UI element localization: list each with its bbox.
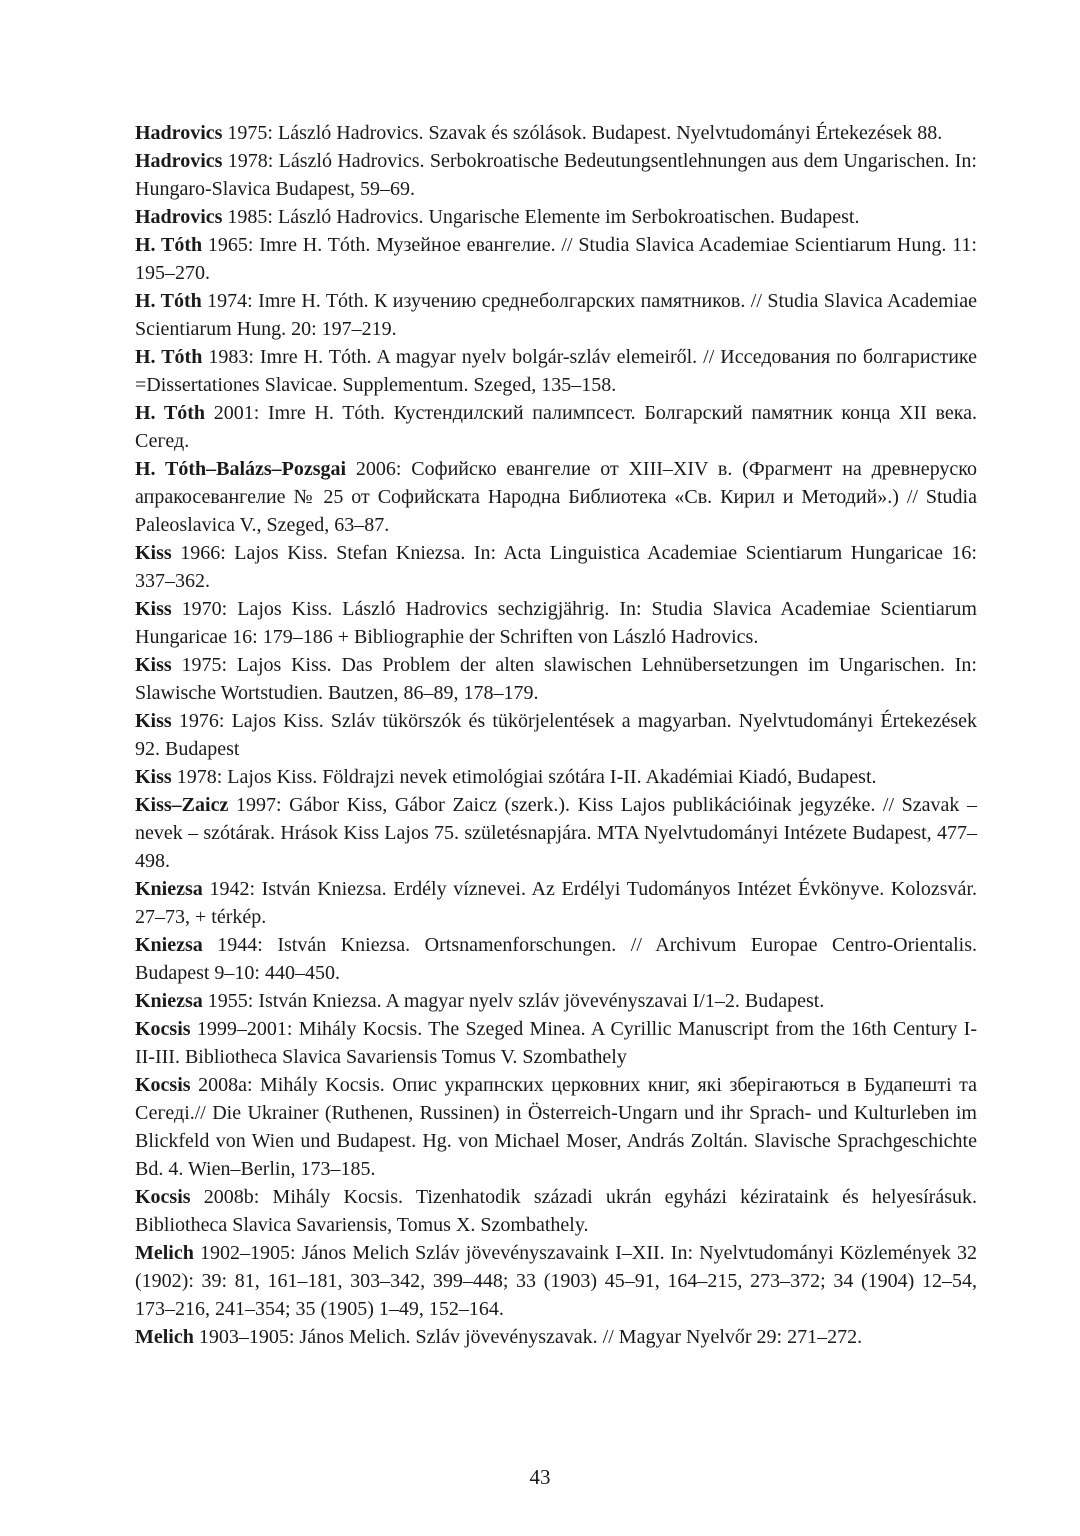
entry-author: Kocsis <box>135 1074 191 1096</box>
bibliography-entry <box>135 1071 977 1183</box>
bibliography-entry <box>135 455 977 539</box>
entry-author: Kocsis <box>135 1018 191 1040</box>
entry-text: 2008b: Mihály Kocsis. Tizenhatodik századi ukrán egyházi kézirataink és helyesírásuk. Bibliotheca Slavica Savariensis, Tomus X. Szombathely. <box>135 1186 977 1236</box>
entry-text: 1902–1905: János Melich Szláv jövevényszavaink I–XII. In: Nyelvtudományi Közlemények 32 (1902): 39: 81, 161–181, 303–342, 399–448; 33 (1903) 45–91, 164–215, 273–372; 34 (1904) 12–54, 173–216, 241–354; 35 (1905) 1–49, 152–164. <box>135 1242 977 1320</box>
entry-text: 1978: László Hadrovics. Serbokroatische Bedeutungsentlehnungen aus dem Ungarischen. In: Hungaro-Slavica Budapest, 59–69. <box>135 150 977 200</box>
bibliography-entry <box>135 539 977 595</box>
entry-author: Melich <box>135 1242 194 1264</box>
entry-text: 1978: Lajos Kiss. Földrajzi nevek etimológiai szótára I-II. Akadémiai Kiadó, Budapest. <box>171 766 877 788</box>
entry-author: Kiss <box>135 766 172 788</box>
entry-author: Hadrovics <box>135 206 223 228</box>
bibliography-entry <box>135 147 977 203</box>
bibliography-entry <box>135 231 977 287</box>
entry-text: 1975: László Hadrovics. Szavak és szólások. Budapest. Nyelvtudományi Értekezések 88. <box>222 122 943 144</box>
bibliography-entry <box>135 763 977 791</box>
entry-author: Kiss–Zaicz <box>135 794 229 816</box>
bibliography-entry <box>135 119 977 147</box>
entry-author: H. Tóth <box>135 402 206 424</box>
bibliography-entry <box>135 875 977 931</box>
entry-text: 1966: Lajos Kiss. Stefan Kniezsa. In: Acta Linguistica Academiae Scientiarum Hungaricae 16: 337–362. <box>135 542 977 592</box>
entry-author: Kniezsa <box>135 878 203 900</box>
bibliography-entry <box>135 287 977 343</box>
entry-text: 1955: István Kniezsa. A magyar nyelv szláv jövevényszavai I/1–2. Budapest. <box>202 990 825 1012</box>
entry-author: Hadrovics <box>135 122 223 144</box>
bibliography-entry <box>135 707 977 763</box>
bibliography-entry <box>135 1239 977 1323</box>
bibliography-list <box>135 119 977 1351</box>
bibliography-entry <box>135 651 977 707</box>
entry-author: H. Tóth–Balázs–Pozsgai <box>135 458 347 480</box>
page-number: 43 <box>529 1465 551 1489</box>
bibliography-entry <box>135 791 977 875</box>
entry-text: 1983: Imre H. Tóth. A magyar nyelv bolgár-szláv elemeiről. // Исседования по болгаристике =Dissertationes Slavicae. Supplementum. Szeged, 135–158. <box>135 346 977 396</box>
entry-author: Kiss <box>135 710 172 732</box>
entry-author: Kniezsa <box>135 934 203 956</box>
bibliography-entry <box>135 203 977 231</box>
entry-author: Kiss <box>135 542 172 564</box>
entry-text: 1999–2001: Mihály Kocsis. The Szeged Minea. A Cyrillic Manuscript from the 16th Century I-II-III. Bibliotheca Slavica Savariensis Tomus V. Szombathely <box>135 1018 977 1068</box>
entry-author: H. Tóth <box>135 290 202 312</box>
entry-text: 1974: Imre H. Tóth. К изучению среднеболгарских памятников. // Studia Slavica Academiae Scientiarum Hung. 20: 197–219. <box>135 290 977 340</box>
bibliography-entry <box>135 1015 977 1071</box>
entry-author: Kiss <box>135 598 172 620</box>
entry-author: Kiss <box>135 654 172 676</box>
entry-author: Melich <box>135 1326 194 1348</box>
entry-author: Kniezsa <box>135 990 203 1012</box>
entry-text: 2008a: Mihály Kocsis. Опис укрaпнских церковних книг, які зберігаються в Будапешті та Сегеді.// Die Ukrainer (Ruthenen, Russinen) in Österreich-Ungarn und ihr Sprach- und Kulturleben im Blickfeld von Wien und Budapest. Hg. von Michael Moser, András Zoltán. Slavische Sprachgeschichte Bd. 4. Wien–Berlin, 173–185. <box>135 1074 977 1180</box>
entry-author: H. Tóth <box>135 234 203 256</box>
entry-text: 1903–1905: János Melich. Szláv jövevényszavak. // Magyar Nyelvőr 29: 271–272. <box>193 1326 863 1348</box>
entry-author: Hadrovics <box>135 150 223 172</box>
entry-text: 1970: Lajos Kiss. László Hadrovics sechzigjährig. In: Studia Slavica Academiae Scientiarum Hungaricae 16: 179–186 + Bibliographie der Schriften von László Hadrovics. <box>135 598 977 648</box>
bibliography-entry <box>135 987 977 1015</box>
bibliography-entry <box>135 931 977 987</box>
entry-text: 1976: Lajos Kiss. Szláv tükörszók és tükörjelentések a magyarban. Nyelvtudományi Értekezések 92. Budapest <box>135 710 977 760</box>
bibliography-entry <box>135 343 977 399</box>
entry-text: 1997: Gábor Kiss, Gábor Zaicz (szerk.). Kiss Lajos publikációinak jegyzéke. // Szavak – nevek – szótárak. Hrások Kiss Lajos 75. születésnapjára. MTA Nyelvtudományi Intézete Budapest, 477–498. <box>135 794 977 872</box>
bibliography-entry <box>135 399 977 455</box>
bibliography-entry <box>135 1323 977 1351</box>
entry-author: H. Tóth <box>135 346 203 368</box>
bibliography-entry <box>135 1183 977 1239</box>
entry-author: Kocsis <box>135 1186 191 1208</box>
entry-text: 1965: Imre H. Tóth. Музейное евангелие. // Studia Slavica Academiae Scientiarum Hung. 11: 195–270. <box>135 234 977 284</box>
entry-text: 2001: Imre H. Tóth. Кустендилский палимпсест. Болгарский памятник конца XII века. Сегед. <box>135 402 977 452</box>
entry-text: 1942: István Kniezsa. Erdély víznevei. Az Erdélyi Tudományos Intézet Évkönyve. Kolozsvár. 27–73, + térkép. <box>135 878 977 928</box>
entry-text: 1985: László Hadrovics. Ungarische Elemente im Serbokroatischen. Budapest. <box>222 206 860 228</box>
bibliography-entry <box>135 595 977 651</box>
entry-text: 1975: Lajos Kiss. Das Problem der alten slawischen Lehnübersetzungen im Ungarischen. In: Slawische Wortstudien. Bautzen, 86–89, 178–179. <box>135 654 977 704</box>
entry-text: 2006: Софийско евангелие от XIII–XIV в. (Фрагмент на древнеруско апракосевангелие № 25 от Софийската Народна Библиотека «Св. Кирил и Методий».) // Studia Paleoslavica V., Szeged, 63–87. <box>135 458 978 536</box>
entry-text: 1944: István Kniezsa. Ortsnamenforschungen. // Archivum Europae Centro-Orientalis. Budapest 9–10: 440–450. <box>135 934 977 984</box>
